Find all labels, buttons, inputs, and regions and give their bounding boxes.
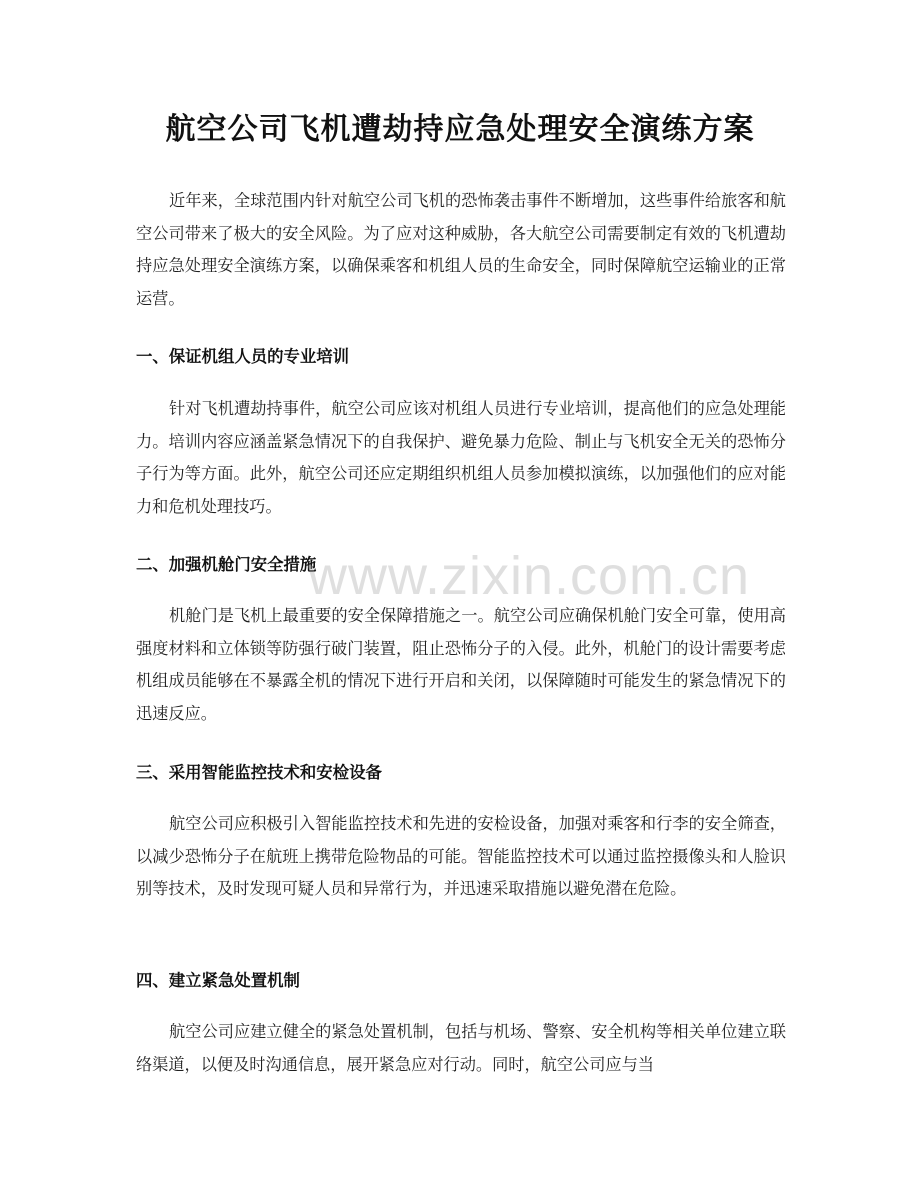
section-3-body: 航空公司应积极引入智能监控技术和先进的安检设备，加强对乘客和行李的安全筛查，以减少恐怖分子在航班上携带危险物品的可能。智能监控技术可以通过监控摄像头和人脸识别等技术，及时发现可疑人员和异常行为，并迅速采取措施以避免潜在危险。 <box>136 814 786 898</box>
document-title: 航空公司飞机遭劫持应急处理安全演练方案 <box>165 112 755 147</box>
section-2-body: 机舱门是飞机上最重要的安全保障措施之一。航空公司应确保机舱门安全可靠，使用高强度材料和立体锁等防强行破门装置，阻止恐怖分子的入侵。此外，机舱门的设计需要考虑机组成员能够在不暴露全机的情况下进行开启和关闭，以保障随时可能发生的紧急情况下的迅速反应。 <box>136 606 786 723</box>
section-3-heading: 三、采用智能监控技术和安检设备 <box>136 763 382 782</box>
section-2-heading: 二、加强机舱门安全措施 <box>136 555 317 574</box>
intro-paragraph: 近年来，全球范围内针对航空公司飞机的恐怖袭击事件不断增加，这些事件给旅客和航空公司带来了极大的安全风险。为了应对这种威胁，各大航空公司需要制定有效的飞机遭劫持应急处理安全演练方案，以确保乘客和机组人员的生命安全，同时保障航空运输业的正常运营。 <box>136 191 786 308</box>
section-4-heading: 四、建立紧急处置机制 <box>136 971 300 990</box>
section-1-heading: 一、保证机组人员的专业培训 <box>136 347 350 366</box>
section-1-body: 针对飞机遭劫持事件，航空公司应该对机组人员进行专业培训，提高他们的应急处理能力。培训内容应涵盖紧急情况下的自我保护、避免暴力危险、制止与飞机安全无关的恐怖分子行为等方面。此外，航空公司还应定期组织机组人员参加模拟演练，以加强他们的应对能力和危机处理技巧。 <box>136 399 786 516</box>
watermark-text: www.zixin.com.cn <box>307 546 751 606</box>
section-4-body: 航空公司应建立健全的紧急处置机制，包括与机场、警察、安全机构等相关单位建立联络渠道，以便及时沟通信息，展开紧急应对行动。同时，航空公司应与当 <box>136 1022 786 1074</box>
